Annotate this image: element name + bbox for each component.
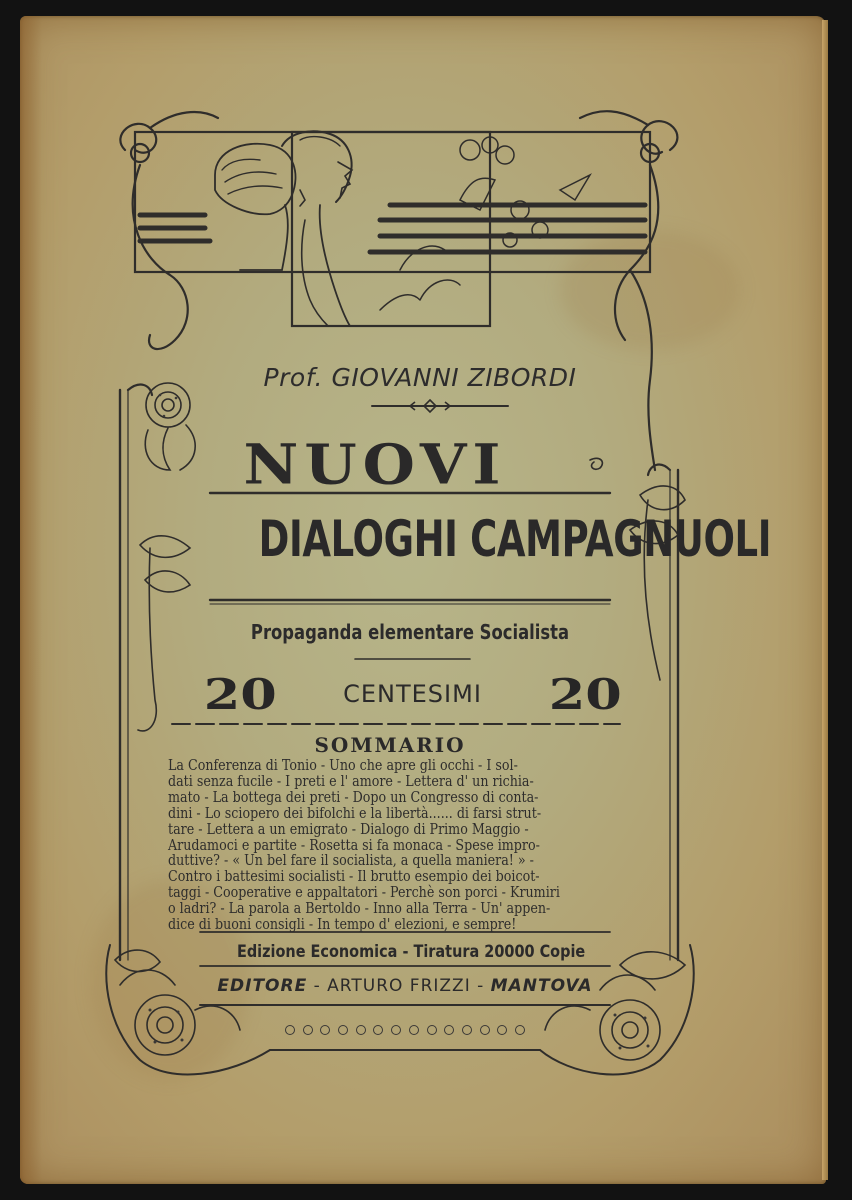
publisher-line [200, 976, 610, 996]
sommario-line: mato - La bottega dei preti - Dopo un Congresso di conta- [168, 787, 539, 806]
publisher-name: ARTURO FRIZZI [327, 976, 471, 996]
dot-ornament [356, 1025, 366, 1035]
dot-ornament [427, 1025, 437, 1035]
dot-ornament [303, 1025, 313, 1035]
page-edge [822, 20, 828, 1180]
price-row [203, 669, 622, 719]
author-name: Prof. GIOVANNI ZIBORDI [263, 363, 577, 392]
paper-stain [560, 230, 740, 350]
publisher-role: EDITORE [217, 976, 308, 996]
sommario-line: dati senza fucile - I preti e l' amore - Lettera d' un richia- [168, 771, 534, 790]
dot-ornament [320, 1025, 330, 1035]
title-line-2: DIALOGHI CAMPAGNUOLI [258, 510, 772, 568]
sommario-line: duttive? - « Un bel fare il socialista, a quella maniera! » - [168, 851, 534, 870]
publisher-city: MANTOVA [490, 976, 593, 996]
sommario-line: Contro i battesimi socialisti - Il brutto esempio dei boicot- [168, 867, 540, 886]
sommario-line: dice di buoni consigli - In tempo d' elezioni, e sempre! [168, 915, 517, 934]
subtitle: Propaganda elementare Socialista [250, 620, 570, 644]
sommario-line: La Conferenza di Tonio - Uno che apre gli occhi - I sol- [168, 756, 518, 774]
dot-ornament-row [285, 1022, 525, 1038]
price-number-left: 20 [203, 669, 277, 719]
publisher-sep: - [477, 976, 485, 996]
dot-ornament [338, 1025, 348, 1035]
edition-note: Edizione Economica - Tiratura 20000 Copie [236, 942, 586, 962]
sommario-line: Arudamoci e partite - Rosetta si fa monaca - Spese impro- [168, 835, 540, 854]
dot-ornament [480, 1025, 490, 1035]
dot-ornament [373, 1025, 383, 1035]
dot-ornament [391, 1025, 401, 1035]
dot-ornament [444, 1025, 454, 1035]
dot-ornament [409, 1025, 419, 1035]
title-line-1: NUOVI [243, 432, 507, 498]
sommario-line: dini - Lo sciopero dei bifolchi e la libertà...... di farsi strut- [168, 803, 542, 822]
sommario-heading: SOMMARIO [314, 733, 466, 757]
dot-ornament [497, 1025, 507, 1035]
price-word: CENTESIMI [343, 680, 482, 708]
sommario-text [168, 758, 607, 933]
sommario-line: tare - Lettera a un emigrato - Dialogo di Primo Maggio - [168, 819, 529, 838]
sommario-line: o ladri? - La parola a Bertoldo - Inno alla Terra - Un' appen- [168, 899, 551, 918]
cover-spine-shadow [20, 16, 42, 1184]
sommario-line: taggi - Cooperative e appaltatori - Perchè son porci - Krumiri [168, 883, 560, 902]
publisher-sep: - [313, 976, 321, 996]
dot-ornament [462, 1025, 472, 1035]
price-number-right: 20 [548, 669, 622, 719]
dot-ornament [285, 1025, 295, 1035]
dot-ornament [515, 1025, 525, 1035]
